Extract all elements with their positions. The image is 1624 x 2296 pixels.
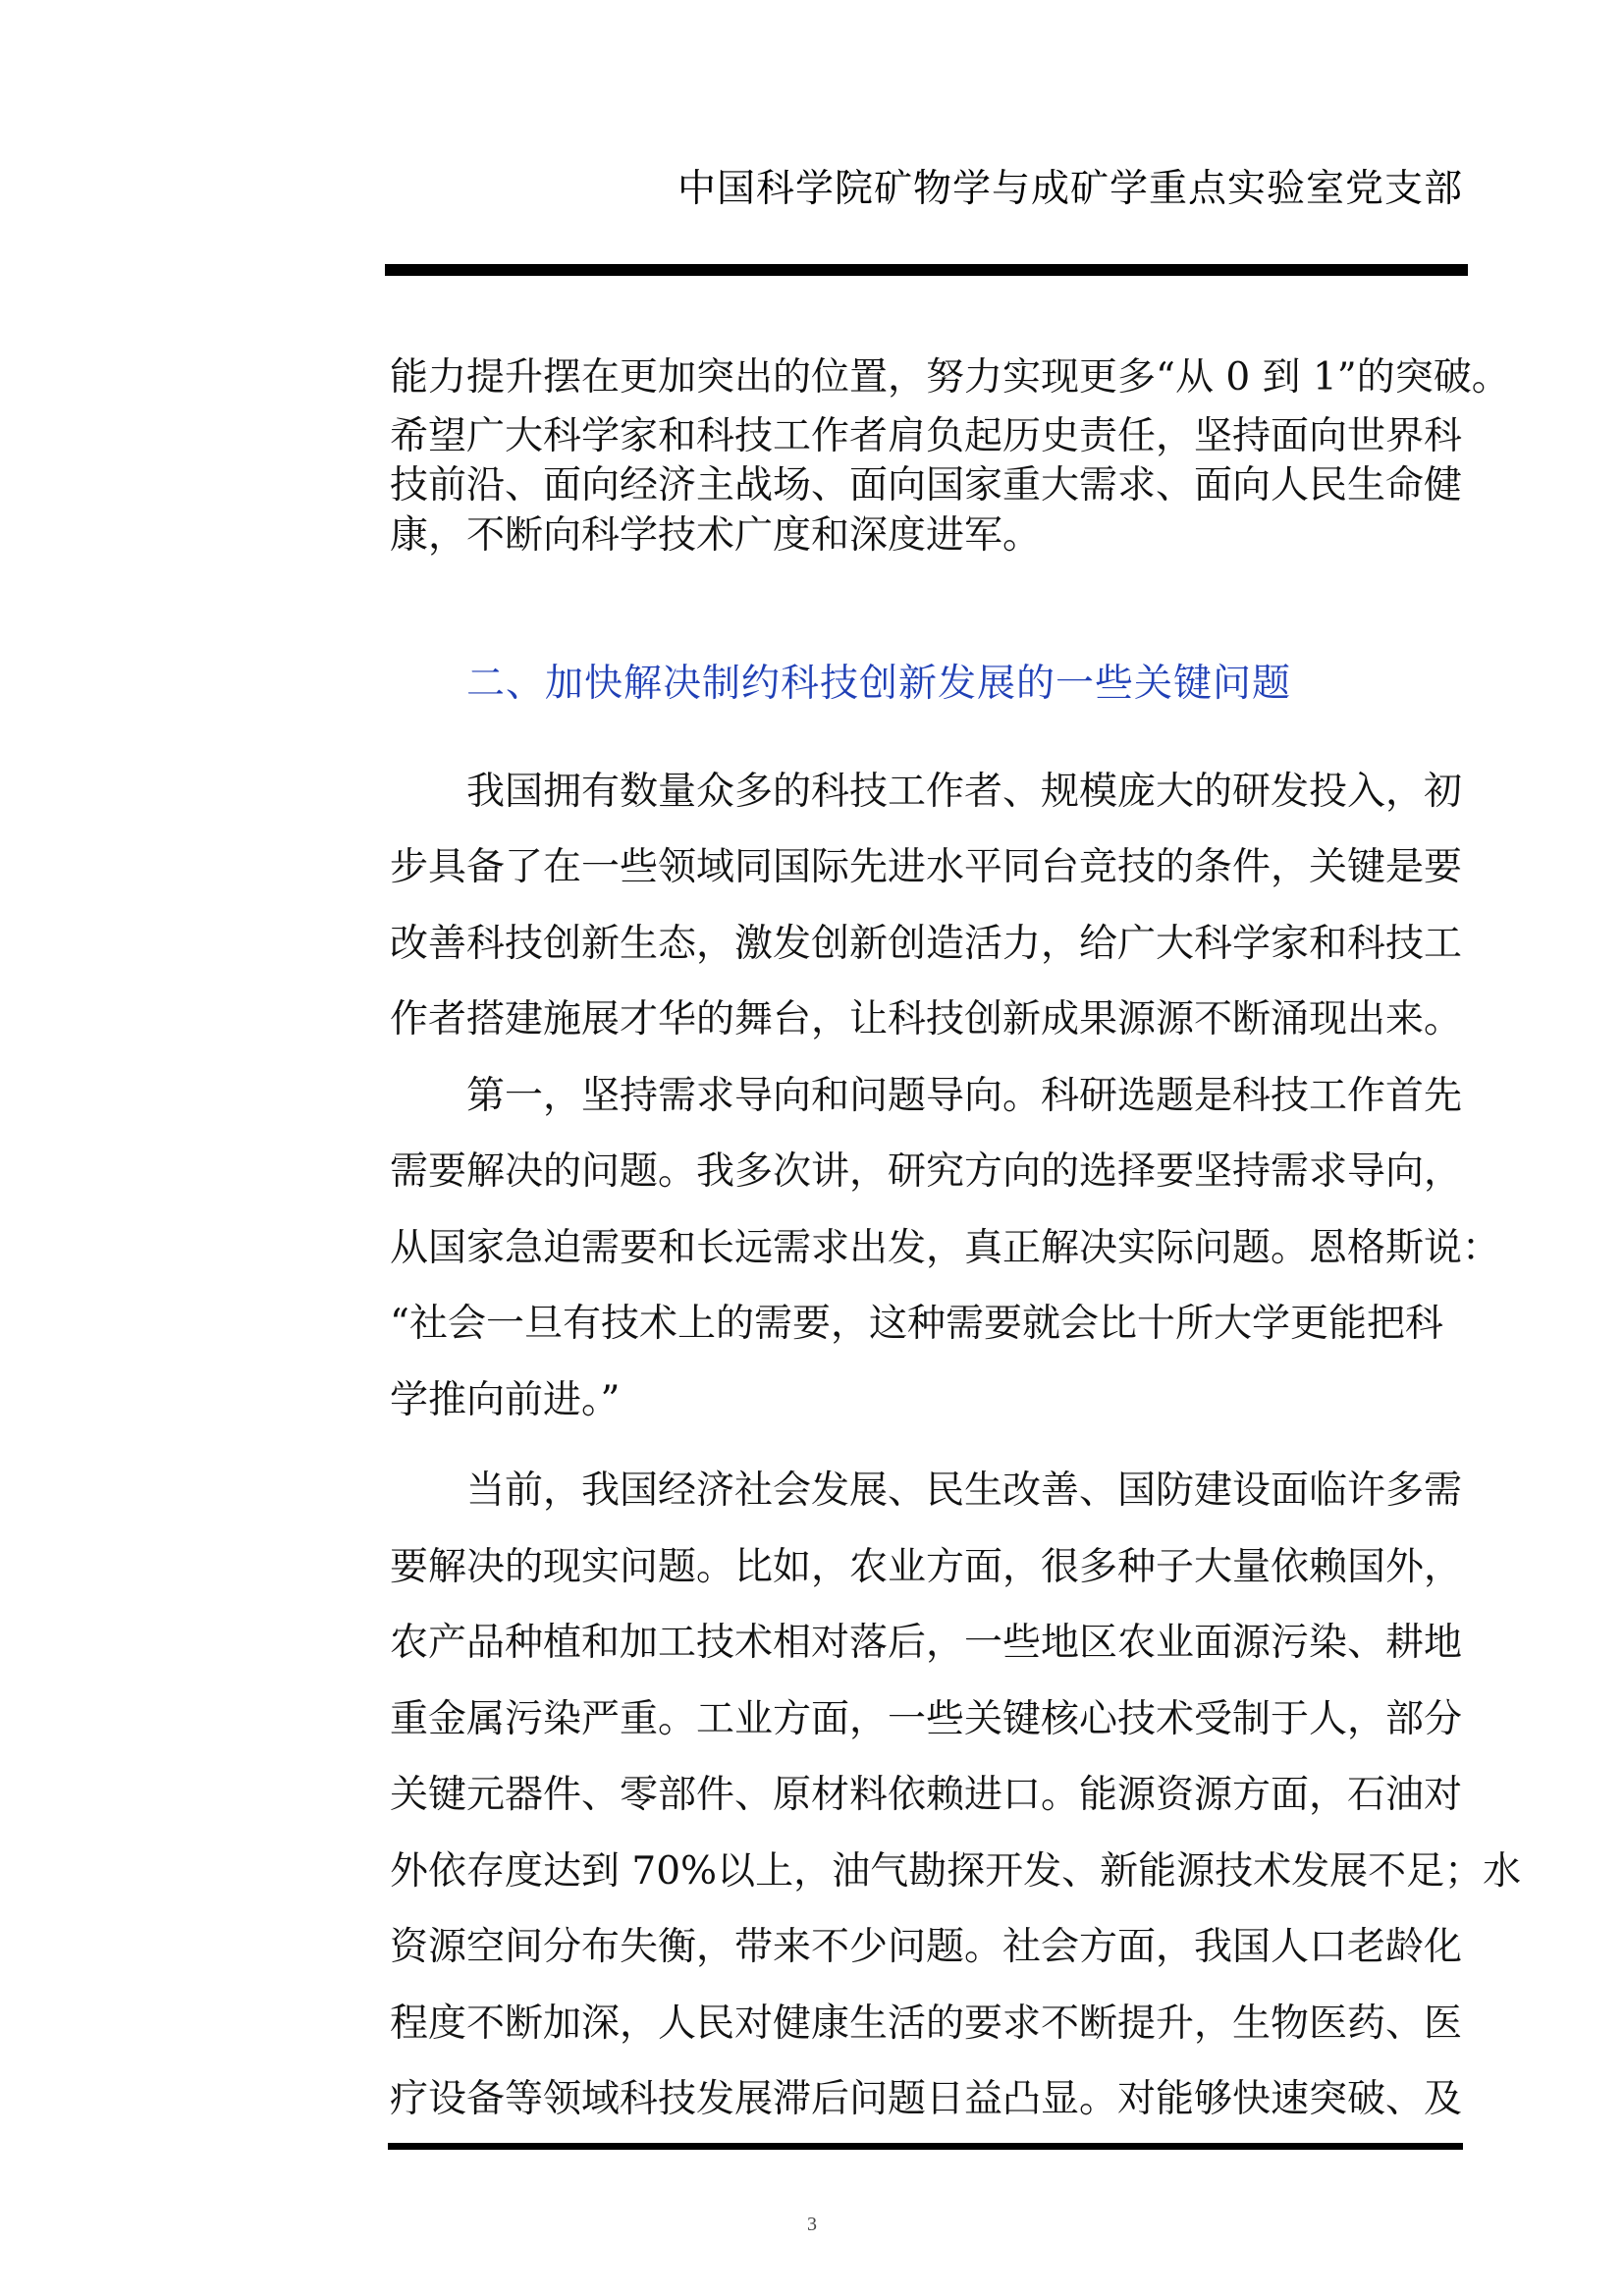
- text-line: 农产品种植和加工技术相对落后，一些地区农业面源污染、耕地: [390, 1621, 1463, 1665]
- text-line: 资源空间分布失衡，带来不少问题。社会方面，我国人口老龄化: [390, 1925, 1463, 1969]
- text-line: 需要解决的问题。我多次讲，研究方向的选择要坚持需求导向，: [390, 1149, 1463, 1194]
- text-line: 能力提升摆在更加突出的位置，努力实现更多“从 0 到 1”的突破。: [390, 355, 1510, 400]
- text-line: 重金属污染严重。工业方面，一些关键核心技术受制于人，部分: [390, 1697, 1463, 1741]
- body-text: [390, 0, 1522, 2296]
- text-line: 疗设备等领域科技发展滞后问题日益凸显。对能够快速突破、及: [390, 2077, 1463, 2121]
- text-line: 当前，我国经济社会发展、民生改善、国防建设面临许多需: [466, 1468, 1463, 1513]
- text-line: 步具备了在一些领域同国际先进水平同台竞技的条件，关键是要: [390, 845, 1463, 889]
- text-line: 关键元器件、零部件、原材料依赖进口。能源资源方面，石油对: [390, 1773, 1463, 1817]
- section-heading: 二、加快解决制约科技创新发展的一些关键问题: [466, 662, 1292, 706]
- text-line: 程度不断加深，人民对健康生活的要求不断提升，生物医药、医: [390, 2002, 1463, 2046]
- text-line: 学推向前进。”: [390, 1378, 621, 1422]
- text-line: 第一，坚持需求导向和问题导向。科研选题是科技工作首先: [466, 1074, 1463, 1118]
- page-number: 3: [807, 2214, 817, 2235]
- text-line: 作者搭建施展才华的舞台，让科技创新成果源源不断涌现出来。: [390, 997, 1463, 1041]
- text-line: 改善科技创新生态，激发创新创造活力，给广大科学家和科技工: [390, 922, 1463, 966]
- text-line: 康，不断向科学技术广度和深度进军。: [390, 513, 1042, 558]
- text-line: 从国家急迫需要和长远需求出发，真正解决实际问题。恩格斯说：: [390, 1226, 1501, 1270]
- text-line: 希望广大科学家和科技工作者肩负起历史责任，坚持面向世界科: [390, 414, 1463, 458]
- page-header-title: 中国科学院矿物学与成矿学重点实验室党支部: [677, 167, 1464, 211]
- footer-rule: [388, 2143, 1463, 2150]
- text-line: 要解决的现实问题。比如，农业方面，很多种子大量依赖国外，: [390, 1545, 1463, 1589]
- text-line: “社会一旦有技术上的需要，这种需要就会比十所大学更能把科: [390, 1302, 1443, 1346]
- text-line: 技前沿、面向经济主战场、面向国家重大需求、面向人民生命健: [390, 463, 1463, 507]
- text-line: 外依存度达到 70%以上，油气勘探开发、新能源技术发展不足；水: [390, 1849, 1522, 1894]
- text-line: 我国拥有数量众多的科技工作者、规模庞大的研发投入，初: [466, 770, 1463, 814]
